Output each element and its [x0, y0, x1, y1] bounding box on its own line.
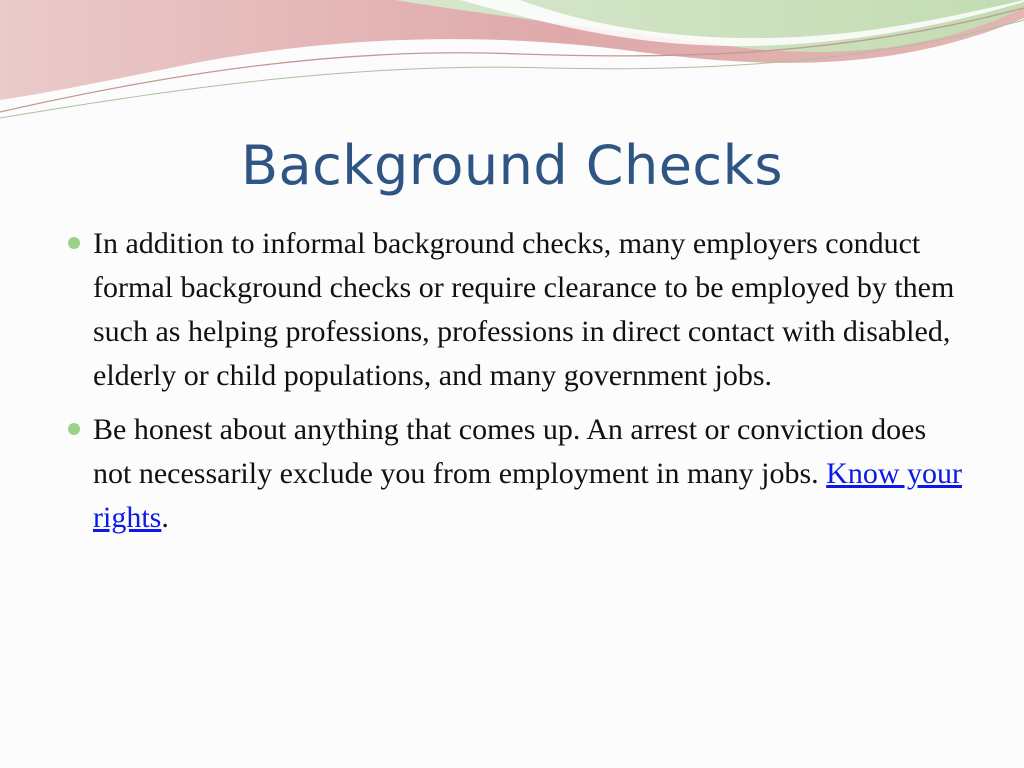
- decorative-wave-banner: [0, 0, 1024, 130]
- know-your-rights-link[interactable]: Know your rights: [93, 457, 962, 534]
- bullet-item: [62, 408, 962, 540]
- bullet-item: [62, 222, 962, 398]
- bullet-text: In addition to informal background checks, many employers conduct formal background checks or require clearance to be employed by them such as helping professions, professions in direct contact with disabled, elderly or child populations, and many government jobs.: [93, 227, 955, 392]
- slide-title: Background Checks: [240, 134, 784, 197]
- bullet-text: Be honest about anything that comes up. An arrest or conviction does not necessarily exclude you from employment in many jobs.: [93, 413, 927, 490]
- bullet-list: [62, 222, 962, 550]
- bullet-dot-icon: [68, 237, 80, 249]
- bullet-dot-icon: [68, 423, 80, 435]
- bullet-text-end: .: [161, 501, 169, 534]
